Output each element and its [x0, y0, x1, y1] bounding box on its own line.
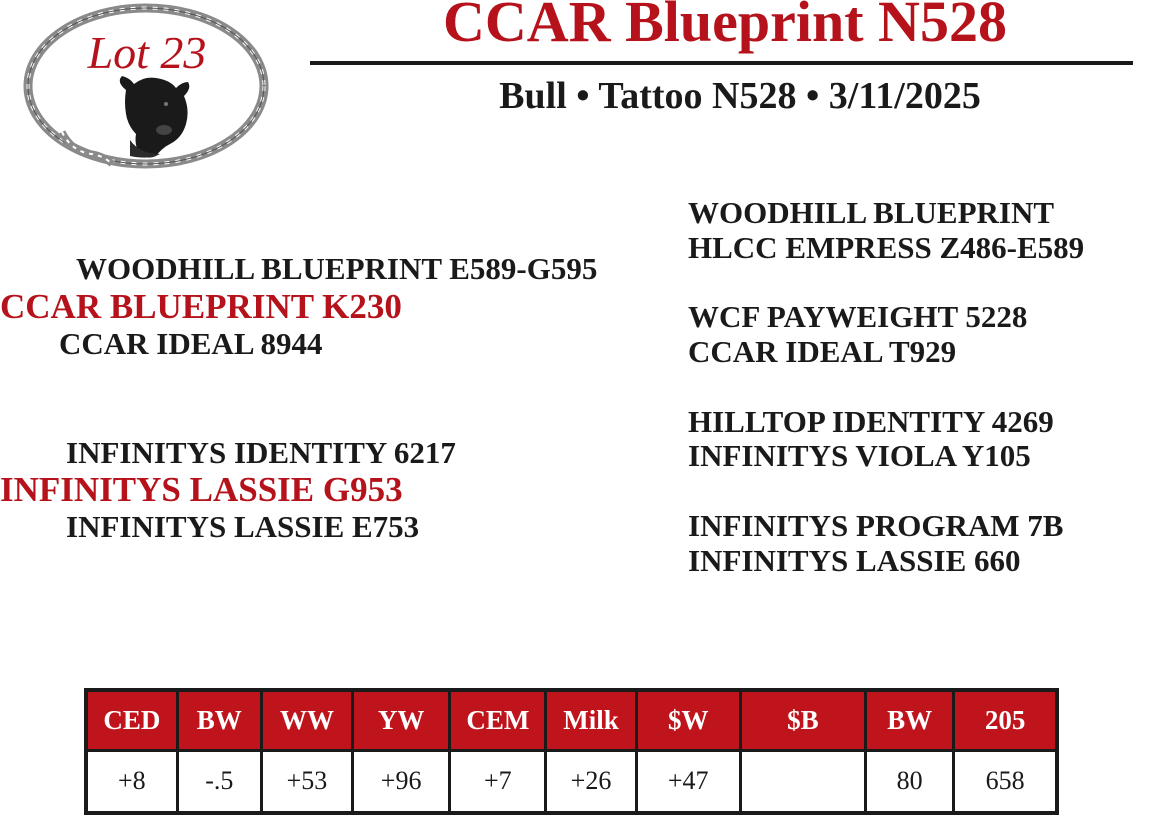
pedigree-ggdam-1: HLCC EMPRESS Z486-E589	[688, 230, 1085, 265]
lot-number: Lot 23	[87, 27, 207, 78]
lot-badge	[22, 2, 272, 177]
epd-header-row	[86, 690, 1057, 750]
page-title: CCAR Blueprint N528	[443, 0, 1007, 54]
epd-value-actual-bw: 80	[866, 750, 954, 813]
dam: INFINITYS LASSIE G953	[0, 470, 403, 509]
epd-table	[84, 688, 1059, 815]
epd-header-cem: CEM	[450, 690, 546, 750]
title-divider	[310, 61, 1133, 65]
epd-value-yw: +96	[353, 750, 450, 813]
epd-header-dollar-w: $W	[636, 690, 740, 750]
epd-value-dollar-b	[740, 750, 865, 813]
epd-header-bw: BW	[177, 690, 261, 750]
pedigree-ggsire-4: INFINITYS PROGRAM 7B	[688, 508, 1064, 543]
page-subtitle: Bull • Tattoo N528 • 3/11/2025	[499, 75, 981, 117]
pedigree-ggsire-3: HILLTOP IDENTITY 4269	[688, 404, 1054, 439]
pedigree-ggdam-4: INFINITYS LASSIE 660	[688, 543, 1021, 578]
pedigree-ggsire-1: WOODHILL BLUEPRINT	[688, 195, 1055, 230]
epd-header-dollar-b: $B	[740, 690, 865, 750]
pedigree-ggsire-2: WCF PAYWEIGHT 5228	[688, 299, 1028, 334]
pedigree-ggdam-2: CCAR IDEAL T929	[688, 334, 957, 369]
epd-value-dollar-w: +47	[636, 750, 740, 813]
epd-header-yw: YW	[353, 690, 450, 750]
epd-value-ww: +53	[261, 750, 352, 813]
epd-value-milk: +26	[546, 750, 636, 813]
epd-value-205: 658	[954, 750, 1057, 813]
epd-header-ced: CED	[86, 690, 177, 750]
epd-value-bw: -.5	[177, 750, 261, 813]
epd-header-205: 205	[954, 690, 1057, 750]
sire-dam: CCAR IDEAL 8944	[59, 326, 323, 361]
sire: CCAR BLUEPRINT K230	[0, 287, 402, 326]
dam-sire: INFINITYS IDENTITY 6217	[66, 435, 456, 470]
epd-header-actual-bw: BW	[866, 690, 954, 750]
pedigree-ggdam-3: INFINITYS VIOLA Y105	[688, 438, 1031, 473]
epd-value-cem: +7	[450, 750, 546, 813]
epd-value-row	[86, 750, 1057, 813]
sire-sire: WOODHILL BLUEPRINT E589-G595	[76, 251, 598, 286]
epd-header-ww: WW	[261, 690, 352, 750]
dam-dam: INFINITYS LASSIE E753	[66, 509, 420, 544]
epd-header-milk: Milk	[546, 690, 636, 750]
epd-value-ced: +8	[86, 750, 177, 813]
